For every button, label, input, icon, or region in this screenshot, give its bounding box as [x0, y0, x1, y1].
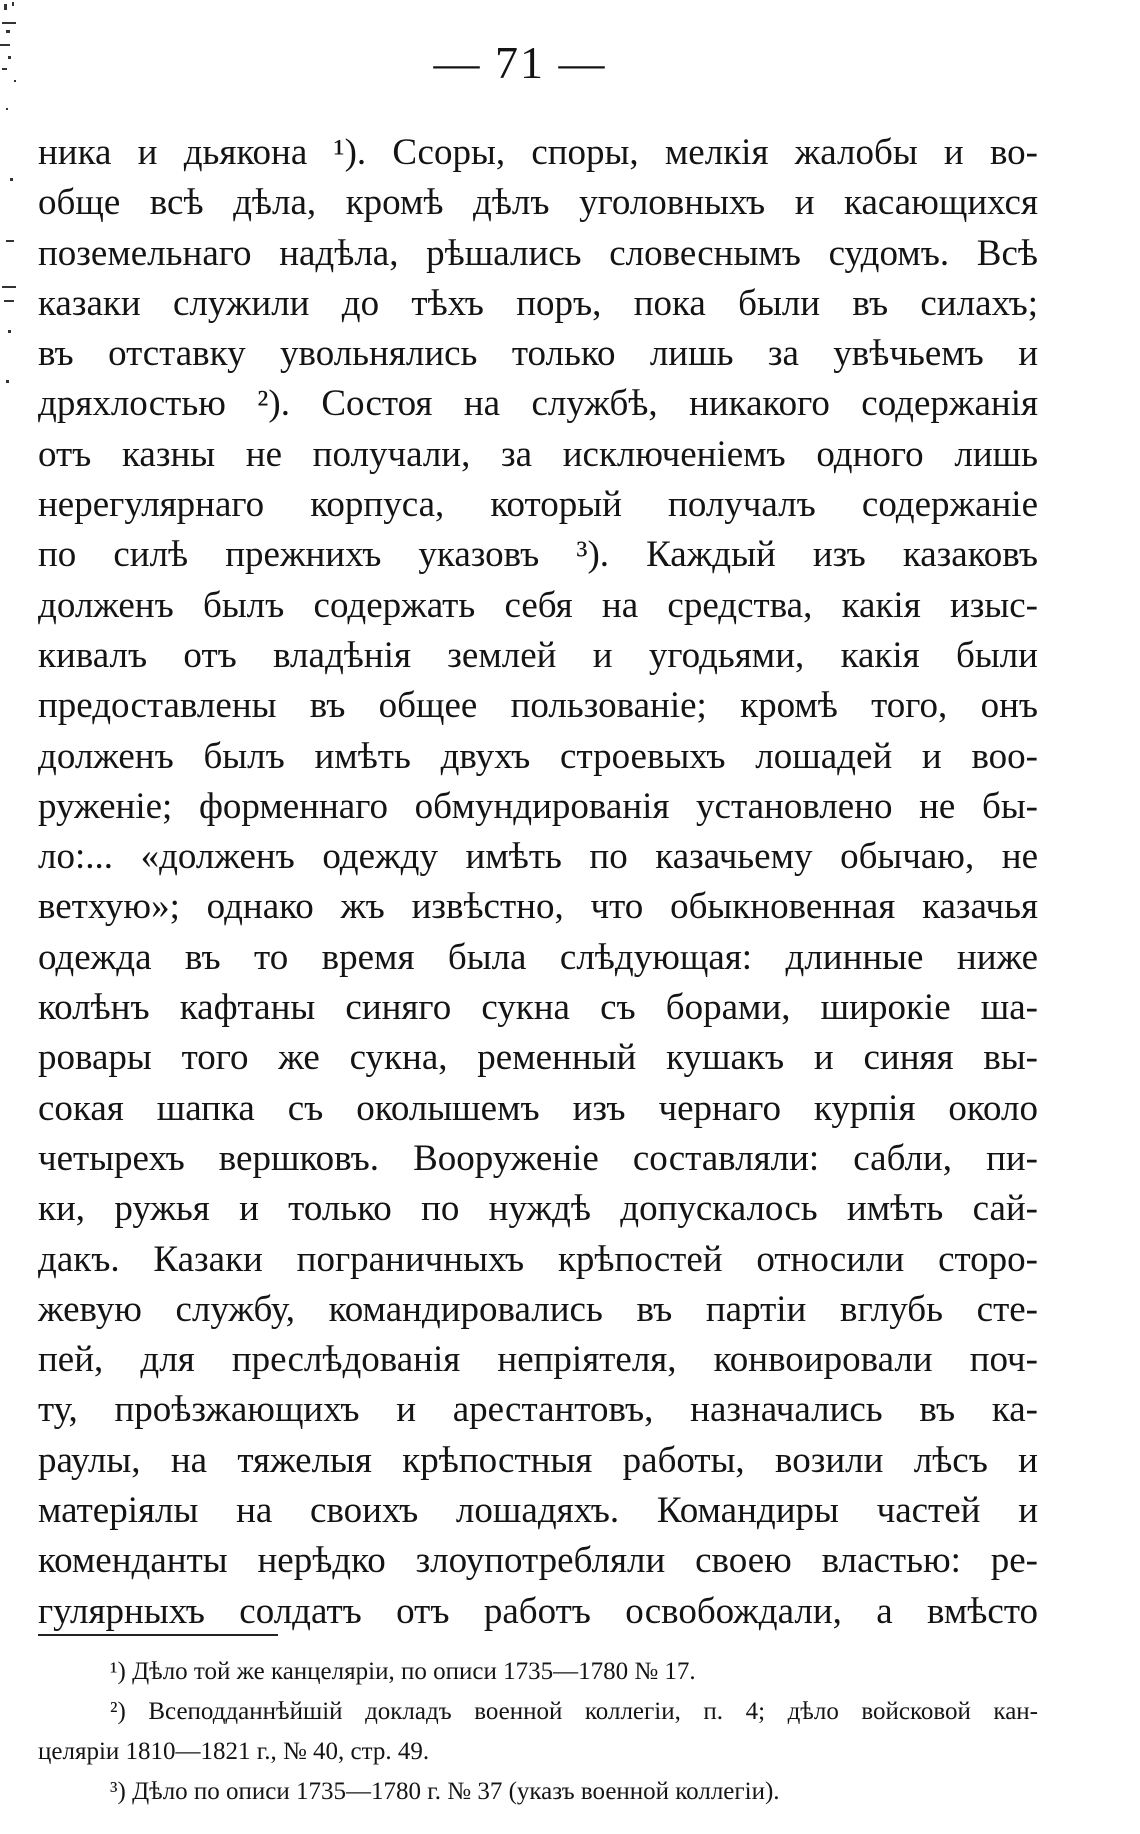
text-line: поземельнаго надѣла, рѣшались словеснымъ судомъ. Всѣ: [38, 232, 1038, 274]
footnote: ³) Дѣло по описи 1735—1780 г. № 37 (указъ военной коллегіи).: [110, 1778, 780, 1805]
text-line: долженъ былъ содержать себя на средства, какія изыс-: [38, 584, 1038, 626]
text-line: отъ казны не получали, за исключеніемъ одного лишь: [38, 433, 1038, 475]
text-line: одежда въ то время была слѣдующая: длинные ниже: [38, 936, 1038, 978]
footnote: ¹) Дѣло той же канцеляріи, по описи 1735—1780 № 17.: [110, 1658, 696, 1685]
page-number: — 71 —: [433, 37, 607, 88]
text-line: нерегулярнаго корпуса, который получалъ содержаніе: [38, 484, 1038, 526]
text-line: ки, ружья и только по нуждѣ допускалось имѣть сай-: [38, 1188, 1038, 1230]
footnote-divider: [38, 1634, 278, 1636]
text-line: матеріялы на своихъ лошадяхъ. Командиры частей и: [38, 1490, 1038, 1532]
text-line: кивалъ отъ владѣнія землей и угодьями, какія были: [38, 634, 1038, 676]
text-line: ровары того же сукна, ременный кушакъ и синяя вы-: [38, 1037, 1038, 1079]
text-line: руженіе; форменнаго обмундированія установлено не бы-: [38, 785, 1038, 827]
text-line: дряхлостью ²). Состоя на службѣ, никакого содержанія: [38, 383, 1038, 425]
text-line: коменданты нерѣдко злоупотребляли своею властью: ре-: [38, 1540, 1038, 1582]
text-line: гулярныхъ солдатъ отъ работъ освобождали, а вмѣсто: [38, 1590, 1038, 1632]
text-line: пей, для преслѣдованія непріятеля, конвоировали поч-: [38, 1339, 1038, 1381]
text-line: четырехъ вершковъ. Вооруженіе составляли: сабли, пи-: [38, 1137, 1038, 1179]
text-line: ника и дьякона ¹). Ссоры, споры, мелкія жалобы и во-: [38, 132, 1038, 173]
footnote: ²) Всеподданнѣйшій докладъ военной коллегіи, п. 4; дѣло войсковой кан-: [110, 1698, 1038, 1725]
text-line: колѣнъ кафтаны синяго сукна съ борами, широкіе ша-: [38, 987, 1038, 1029]
text-line: ло:... «долженъ одежду имѣть по казачьему обычаю, не: [38, 836, 1038, 878]
footnotes: [38, 1652, 1038, 1812]
text-line: дакъ. Казаки пограничныхъ крѣпостей относили сторо-: [38, 1238, 1038, 1280]
text-line: обще всѣ дѣла, кромѣ дѣлъ уголовныхъ и касающихся: [38, 182, 1038, 224]
footnote-continuation: целяріи 1810—1821 г., № 40, стр. 49.: [38, 1738, 430, 1765]
text-line: въ отставку увольнялись только лишь за увѣчьемъ и: [38, 333, 1038, 375]
text-line: долженъ былъ имѣть двухъ строевыхъ лошадей и воо-: [38, 735, 1038, 777]
text-line: сокая шапка съ околышемъ изъ чернаго курпія около: [38, 1087, 1038, 1129]
text-line: ту, проѣзжающихъ и арестантовъ, назначались въ ка-: [38, 1389, 1038, 1431]
text-line: по силѣ прежнихъ указовъ ³). Каждый изъ казаковъ: [38, 534, 1038, 576]
text-line: казаки служили до тѣхъ поръ, пока были въ силахъ;: [38, 282, 1038, 324]
body-text: [38, 128, 1038, 1637]
text-line: предоставлены въ общее пользованіе; кромѣ того, онъ: [38, 685, 1038, 727]
text-line: раулы, на тяжелыя крѣпостныя работы, возили лѣсъ и: [38, 1439, 1038, 1481]
text-line: жевую службу, командировались въ партіи вглубь сте-: [38, 1288, 1038, 1330]
text-line: ветхую»; однако жъ извѣстно, что обыкновенная казачья: [38, 886, 1038, 928]
